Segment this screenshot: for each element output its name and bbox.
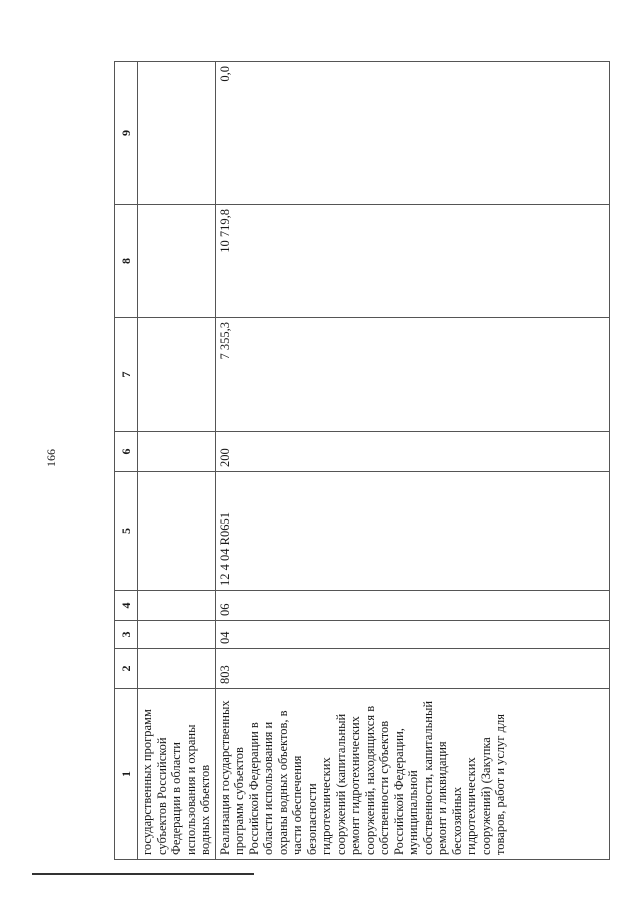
cell-amount-3: 0,0	[215, 62, 610, 205]
page-number: 166	[44, 449, 58, 467]
column-header: 3	[115, 621, 138, 649]
column-header: 7	[115, 318, 138, 432]
cell-section	[138, 621, 216, 649]
cell-amount-2: 10 719,8	[215, 205, 610, 318]
row-name: государственных программ субъектов Российской Федерации в области использования и охраны водных объектов	[138, 689, 216, 860]
budget-table-rotated	[114, 0, 640, 855]
column-header: 9	[115, 62, 138, 205]
table-row	[215, 62, 610, 860]
cell-subsection	[138, 591, 216, 621]
cell-amount-2	[138, 205, 216, 318]
cell-subsection: 06	[215, 591, 610, 621]
header-row	[115, 62, 138, 860]
cell-expense-type	[138, 432, 216, 472]
cell-section: 04	[215, 621, 610, 649]
cell-amount-1: 7 355,3	[215, 318, 610, 432]
cell-target-article	[138, 472, 216, 591]
column-header: 8	[115, 205, 138, 318]
row-name: Реализация государственных программ субъектов Российской Федерации в области использования и охраны водных объектов, в части обеспечения безопасности гидротехнических сооружений (капитальный ремонт гидротехнических сооружений, находящихся в собственности субъектов Российской Федерации, муниципальной собственности, капитальный ремонт и ликвидация бесхозяйных гидротехнических сооружений) (Закупка товаров, работ и услуг для	[215, 689, 610, 860]
column-header: 4	[115, 591, 138, 621]
cell-ministry-code	[138, 649, 216, 689]
table-row	[138, 62, 216, 860]
budget-table	[114, 61, 610, 860]
column-header: 5	[115, 472, 138, 591]
cell-ministry-code: 803	[215, 649, 610, 689]
column-header: 1	[115, 689, 138, 860]
cell-amount-1	[138, 318, 216, 432]
column-header: 2	[115, 649, 138, 689]
footnote-separator-line	[32, 873, 254, 875]
cell-expense-type: 200	[215, 432, 610, 472]
cell-amount-3	[138, 62, 216, 205]
column-header: 6	[115, 432, 138, 472]
cell-target-article: 12 4 04 R0651	[215, 472, 610, 591]
